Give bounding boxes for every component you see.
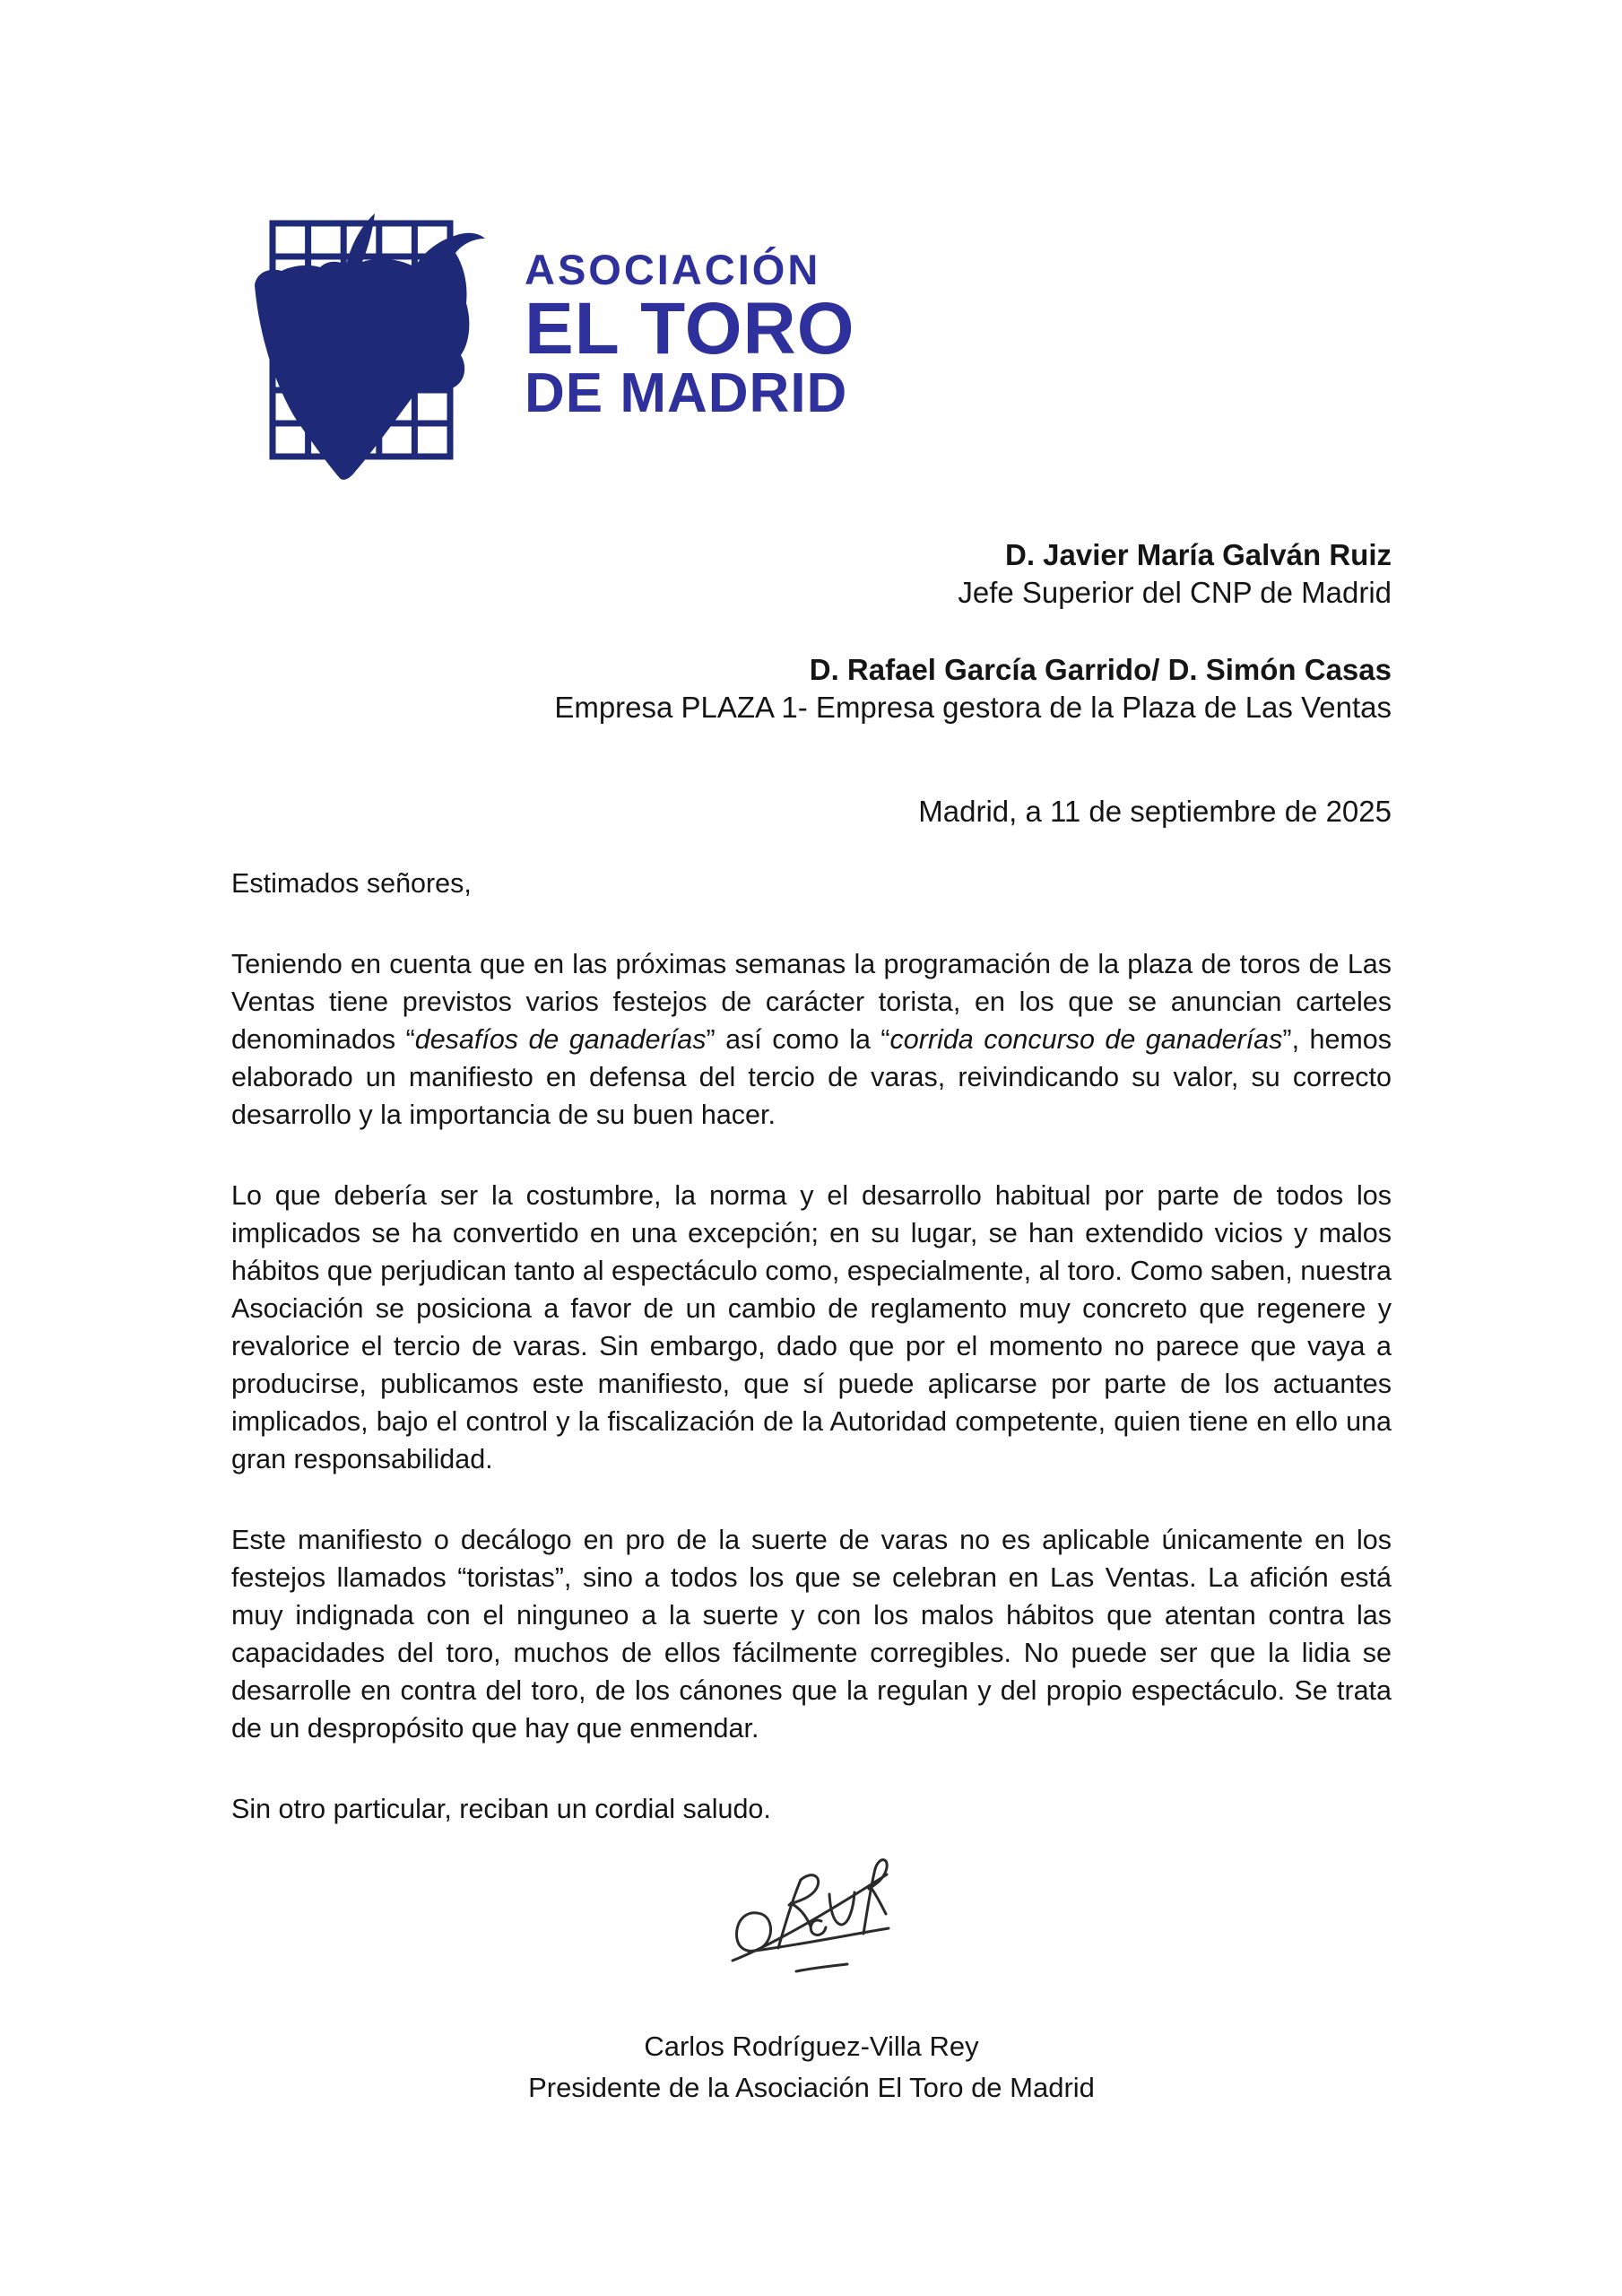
recipient-1-name: D. Javier María Galván Ruiz: [1004, 538, 1392, 571]
paragraph-1-run-2: ” así como la “: [706, 1024, 890, 1055]
paragraph-1-run-3: ”, hemos elaborado un manifiesto en defensa del tercio de varas, reivindicando su valor, su correcto desarrollo y la importancia de su buen hacer.: [231, 1024, 1392, 1130]
association-logo: [242, 203, 855, 508]
signature-image: [729, 1851, 895, 1986]
recipient-block: [554, 536, 1392, 726]
paragraph-1: [231, 945, 1392, 1134]
recipient-1-title: Jefe Superior del CNP de Madrid: [958, 576, 1392, 609]
letter-body: [231, 865, 1392, 2109]
bull-head-grid-icon: [242, 203, 502, 499]
dateline: Madrid, a 11 de septiembre de 2025: [918, 795, 1392, 828]
logo-line-el-toro: EL TORO: [525, 288, 855, 370]
signature-block: [231, 1851, 1392, 1996]
salutation: Estimados señores,: [231, 868, 472, 899]
paragraph-1-italic-phrase-1: desafíos de ganaderías: [414, 1024, 707, 1055]
paragraph-2: Lo que debería ser la costumbre, la norma y el desarrollo habitual por parte de todos los implicados se ha convertido en una excepción; en su lugar, se han extendido vicios y malos hábitos que perjudican tanto al espectáculo como, especialmente, al toro. Como saben, nuestra Asociación se posiciona a favor de un cambio de reglamento muy concreto que regenere y revalorice el tercio de varas. Sin embargo, dado que por el momento no parece que vaya a producirse, publicamos este manifiesto, que sí puede aplicarse por parte de los actuantes implicados, bajo el control y la fiscalización de la Autoridad competente, quien tiene en ello una gran responsabilidad.: [231, 1180, 1392, 1474]
logo-line-asociacion: ASOCIACIÓN: [525, 246, 821, 293]
paragraph-3: Este manifiesto o decálogo en pro de la suerte de varas no es aplicable únicamente en los festejos llamados “toristas”, sino a todos los que se celebran en Las Ventas. La afición está muy indignada con el ninguneo a la suerte y con los malos hábitos que atentan contra las capacidades del toro, muchos de ellos fácilmente corregibles. No puede ser que la lidia se desarrolle en contra del toro, de los cánones que la regulan y del propio espectáculo. Se trata de un despropósito que hay que enmendar.: [231, 1525, 1392, 1744]
signer-name: Carlos Rodríguez-Villa Rey: [644, 2031, 979, 2062]
signer-role: Presidente de la Asociación El Toro de Madrid: [528, 2072, 1095, 2103]
logo-line-de-madrid: DE MADRID: [525, 362, 848, 424]
closing-line: Sin otro particular, reciban un cordial saludo.: [231, 1794, 771, 1824]
signer-block: [231, 2026, 1392, 2109]
paragraph-1-italic-phrase-2: corrida concurso de ganaderías: [889, 1024, 1283, 1055]
recipient-2-name: D. Rafael García Garrido/ D. Simón Casas: [809, 653, 1392, 686]
paragraph-1-run-1: Teniendo en cuenta que en las próximas semanas la programación de la plaza de toros de Las Ventas tiene previstos varios festejos de carácter torista, en los que se anuncian carteles denominados “: [231, 949, 1392, 1055]
recipient-2-title: Empresa PLAZA 1- Empresa gestora de la Plaza de Las Ventas: [554, 691, 1392, 724]
association-name: [525, 246, 854, 423]
